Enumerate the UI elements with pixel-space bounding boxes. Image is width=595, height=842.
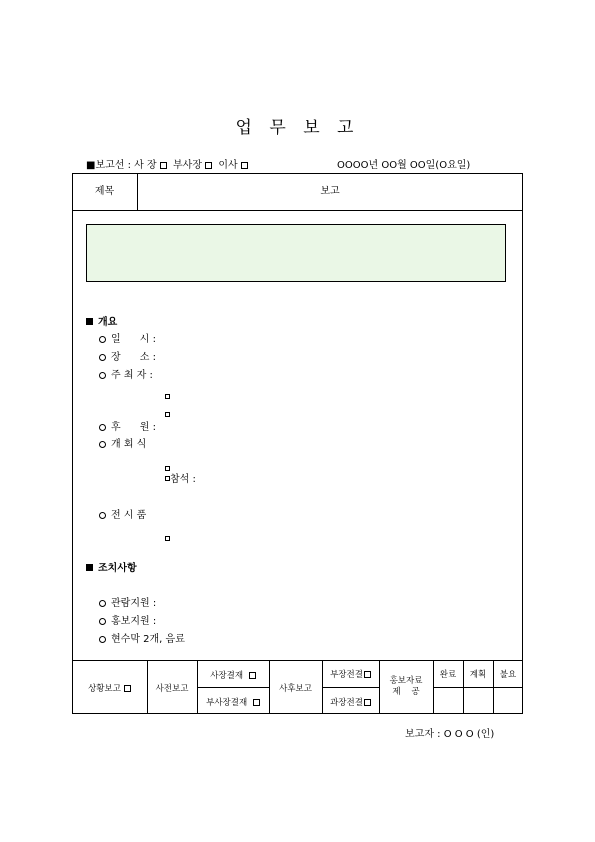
president-approval-cell: 사장결재 bbox=[197, 669, 269, 681]
circle-bullet-icon bbox=[99, 441, 106, 448]
overview-item-exhibits: 전 시 품 bbox=[99, 506, 146, 521]
recipient-vp: 부사장 bbox=[173, 160, 202, 171]
status-unnecessary-cell: 불요 bbox=[499, 670, 517, 680]
attendee-line: 참석 : bbox=[165, 470, 196, 485]
circle-bullet-icon bbox=[99, 354, 106, 361]
action-item-promotion: 홍보지원 : bbox=[99, 612, 156, 627]
vp-approval-checkbox[interactable] bbox=[253, 699, 260, 706]
square-bullet-icon bbox=[86, 318, 93, 325]
action-item-banner: 현수막 2개, 음료 bbox=[99, 630, 185, 645]
vp-approval-cell: 부사장결재 bbox=[197, 696, 269, 708]
actions-heading: 조치사항 bbox=[86, 559, 137, 574]
overview-heading: 개요 bbox=[86, 313, 117, 328]
overview-item-opening: 개 회 식 bbox=[99, 435, 146, 450]
recipient-director-checkbox[interactable] bbox=[241, 162, 248, 169]
recipients-label: ■보고선 : bbox=[86, 160, 135, 171]
status-plan-cell: 계획 bbox=[469, 670, 487, 680]
recipient-president: 사 장 bbox=[134, 160, 157, 171]
approval-top-border bbox=[72, 660, 523, 661]
sub-bullet-icon bbox=[165, 403, 170, 422]
circle-bullet-icon bbox=[99, 618, 106, 625]
approval-inner-divider-1 bbox=[197, 687, 269, 688]
approval-inner-divider-2 bbox=[322, 687, 379, 688]
president-approval-checkbox[interactable] bbox=[249, 672, 256, 679]
situation-report-checkbox[interactable] bbox=[124, 685, 131, 692]
header-divider bbox=[72, 210, 523, 211]
recipient-president-checkbox[interactable] bbox=[160, 162, 167, 169]
header-title-cell: 제목 bbox=[94, 186, 115, 197]
document-title: 업 무 보 고 bbox=[235, 118, 360, 138]
status-complete-cell: 완료 bbox=[439, 670, 457, 680]
manager-approval-cell: 과장전결 bbox=[322, 696, 379, 708]
approval-inner-divider-3 bbox=[433, 687, 523, 688]
reporter-signature: 보고자 : O O O (인) bbox=[405, 729, 495, 740]
report-date: OOOO년 OO월 OO일(O요일) bbox=[337, 160, 471, 171]
report-recipients bbox=[86, 156, 248, 171]
director-approval-cell: 부장전결 bbox=[322, 668, 379, 680]
header-report-cell: 보고 bbox=[320, 186, 340, 197]
action-item-viewing: 관람지원 : bbox=[99, 594, 156, 609]
manager-approval-checkbox[interactable] bbox=[364, 699, 371, 706]
overview-item-place: 장 소 : bbox=[99, 348, 156, 363]
overview-item-datetime: 일 시 : bbox=[99, 330, 156, 345]
pr-material-cell: 홍보자료 제 공 bbox=[389, 676, 423, 697]
circle-bullet-icon bbox=[99, 600, 106, 607]
circle-bullet-icon bbox=[99, 372, 106, 379]
circle-bullet-icon bbox=[99, 636, 106, 643]
recipient-vp-checkbox[interactable] bbox=[205, 162, 212, 169]
circle-bullet-icon bbox=[99, 336, 106, 343]
circle-bullet-icon bbox=[99, 512, 106, 519]
overview-item-sponsor: 후 원 : bbox=[99, 418, 156, 433]
sub-bullet-icon bbox=[165, 385, 170, 404]
director-approval-checkbox[interactable] bbox=[364, 671, 371, 678]
recipient-director: 이사 bbox=[218, 160, 238, 171]
sub-bullet-icon bbox=[165, 527, 170, 546]
prior-report-cell: 사전보고 bbox=[155, 684, 189, 694]
situation-report-cell: 상황보고 bbox=[72, 682, 147, 694]
report-subject-box[interactable] bbox=[86, 224, 506, 282]
square-bullet-icon bbox=[86, 564, 93, 571]
post-report-cell: 사후보고 bbox=[279, 684, 312, 694]
overview-item-host: 주 최 자 : bbox=[99, 366, 153, 381]
circle-bullet-icon bbox=[99, 424, 106, 431]
